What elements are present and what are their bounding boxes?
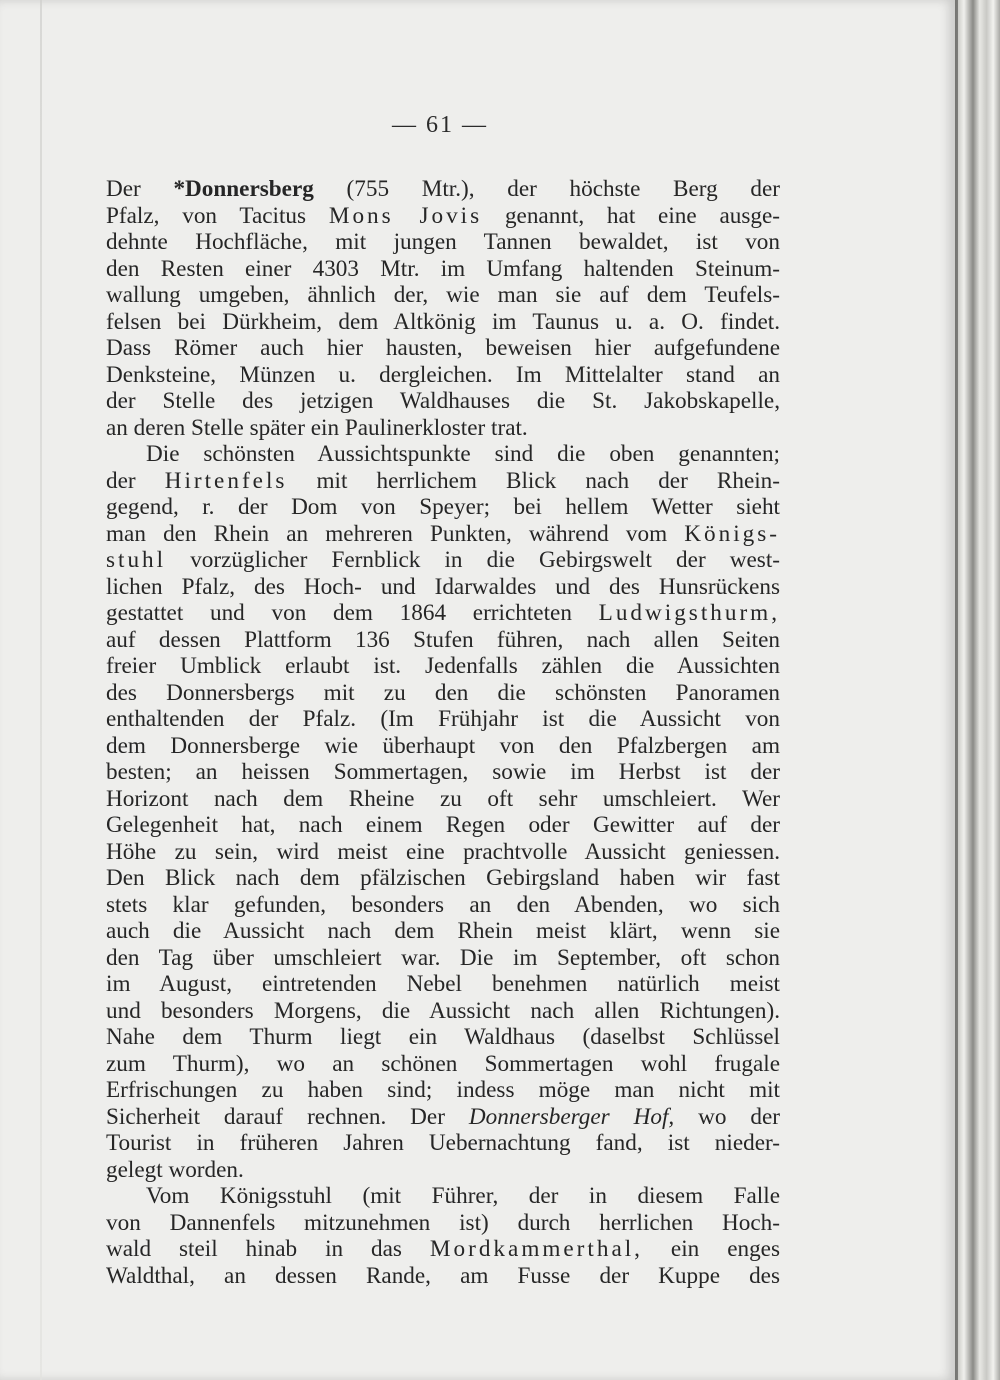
text-segment: Hirtenfels (164, 467, 288, 494)
text-line (106, 1183, 780, 1210)
text-segment: Erfrischungen zu haben sind; indess möge man nicht mit (106, 1077, 780, 1103)
text-segment: genannt, hat eine ausge- (482, 202, 780, 229)
text-line (106, 309, 780, 336)
text-line (106, 229, 780, 256)
text-line (106, 547, 780, 574)
body-text (106, 176, 780, 1289)
text-segment: Denksteine, Münzen u. dergleichen. Im Mittelalter stand an (106, 361, 780, 388)
text-segment: auf dessen Plattform 136 Stufen führen, nach allen Seiten (106, 626, 780, 653)
text-line (106, 1157, 780, 1184)
page-number: — 61 — (392, 112, 488, 138)
text-segment: mit herrlichem Blick nach der Rhein- (287, 467, 781, 494)
text-line (106, 494, 780, 521)
text-line (106, 1130, 780, 1157)
text-segment: Dass Römer auch hier hausten, beweisen hier aufgefundene (106, 335, 780, 361)
text-segment: Den Blick nach dem pfälzischen Gebirgsland haben wir fast (106, 865, 780, 891)
text-segment: enthaltenden der Pfalz. (Im Frühjahr ist die Aussicht von (106, 706, 780, 732)
text-segment: der Stelle des jetzigen Waldhauses die St. Jakobskapelle, (106, 388, 780, 414)
text-line (106, 441, 780, 468)
text-segment: wo der (674, 1103, 781, 1130)
text-line (106, 468, 780, 495)
page-edge-shadow (955, 0, 958, 1380)
text-segment: *Donnersberg (173, 176, 314, 202)
text-segment: gestattet und von dem 1864 errichteten (106, 600, 599, 626)
text-segment: Waldthal, an dessen Rande, am Fusse der Kuppe des (106, 1262, 780, 1289)
text-line (106, 627, 780, 654)
text-line (106, 415, 780, 442)
text-segment: gelegt worden. (106, 1156, 244, 1183)
text-line (106, 256, 780, 283)
text-segment: dem Donnersberge wie überhaupt von den Pfalzbergen am (106, 732, 780, 759)
page-gutter (40, 0, 42, 1380)
text-segment: auch die Aussicht nach dem Rhein meist klärt, wenn sie (106, 918, 780, 944)
text-segment: Horizont nach dem Rheine zu oft sehr umschleiert. Wer (106, 785, 780, 812)
text-line (106, 812, 780, 839)
text-segment: Der (106, 176, 174, 202)
text-segment: gegend, r. der Dom von Speyer; bei hellem Wetter sieht (106, 494, 780, 520)
text-segment: des Donnersbergs mit zu den die schönsten Panoramen (106, 679, 780, 706)
text-segment: man den Rhein an mehreren Punkten, während vom (106, 520, 685, 547)
text-segment: stuhl (106, 547, 167, 573)
text-line (106, 1210, 780, 1237)
text-line (106, 1236, 780, 1263)
text-segment: dehnte Hochfläche, mit jungen Tannen bewaldet, ist von (106, 229, 780, 255)
text-segment: Königs- (684, 520, 780, 547)
text-segment: Die schönsten Aussichtspunkte sind die oben genannten; (146, 441, 780, 467)
text-line (106, 706, 780, 733)
text-line (106, 680, 780, 707)
text-line (106, 282, 780, 309)
text-segment: Mons Jovis (328, 202, 483, 229)
text-segment: Pfalz, von Tacitus (106, 202, 329, 229)
text-segment: (755 Mtr.), der höchste Berg der (313, 176, 780, 202)
text-segment: Sicherheit darauf rechnen. Der (106, 1103, 469, 1130)
text-line (106, 335, 780, 362)
text-segment: besten; an heissen Sommertagen, sowie im Herbst ist der (106, 759, 780, 785)
text-segment: wallung umgeben, ähnlich der, wie man sie auf dem Teufels- (106, 282, 780, 308)
text-line (106, 388, 780, 415)
text-segment: vorzüglicher Fernblick in die Gebirgswelt der west- (166, 547, 780, 573)
text-line (106, 1024, 780, 1051)
text-line (106, 176, 780, 203)
text-line (106, 1077, 780, 1104)
text-line (106, 892, 780, 919)
text-segment: den Tag über umschleiert war. Die im September, oft schon (106, 944, 780, 971)
text-line (106, 971, 780, 998)
text-line (106, 203, 780, 230)
text-segment: freier Umblick erlaubt ist. Jedenfalls zählen die Aussichten (106, 653, 780, 679)
text-line (106, 918, 780, 945)
text-line (106, 1051, 780, 1078)
text-line (106, 362, 780, 389)
book-spine-edge (955, 0, 1000, 1380)
text-line (106, 600, 780, 627)
text-segment: Tourist in früheren Jahren Uebernachtung fand, ist nieder- (106, 1130, 780, 1156)
text-segment: Nahe dem Thurm liegt ein Waldhaus (daselbst Schlüssel (106, 1024, 780, 1050)
text-line (106, 521, 780, 548)
text-segment: an deren Stelle später ein Paulinerkloster trat. (106, 414, 528, 441)
text-segment: der (106, 467, 165, 494)
text-line (106, 653, 780, 680)
text-segment: Vom Königsstuhl (mit Führer, der in diesem Falle (146, 1183, 780, 1209)
text-line (106, 1263, 780, 1290)
text-line (106, 945, 780, 972)
text-line (106, 733, 780, 760)
text-line (106, 998, 780, 1025)
text-line (106, 759, 780, 786)
text-line (106, 865, 780, 892)
text-segment: im August, eintretenden Nebel benehmen natürlich meist (106, 971, 780, 997)
text-segment: stets klar gefunden, besonders an den Abenden, wo sich (106, 891, 780, 918)
text-line (106, 839, 780, 866)
text-segment: von Dannenfels mitzunehmen ist) durch herrlichen Hoch- (106, 1209, 780, 1236)
text-segment: Höhe zu sein, wird meist eine prachtvolle Aussicht geniessen. (106, 838, 780, 865)
text-segment: ein enges (642, 1236, 780, 1262)
text-segment: Donnersberger Hof, (468, 1103, 675, 1130)
text-line (106, 786, 780, 813)
text-segment: Mordkammerthal, (429, 1236, 643, 1262)
text-segment: lichen Pfalz, des Hoch- und Idarwaldes und des Hunsrückens (106, 573, 780, 600)
text-segment: felsen bei Dürkheim, dem Altkönig im Taunus u. a. O. findet. (106, 308, 780, 335)
text-segment: Ludwigsthurm, (598, 600, 780, 626)
text-line (106, 574, 780, 601)
text-segment: wald steil hinab in das (106, 1236, 430, 1262)
text-segment: und besonders Morgens, die Aussicht nach allen Richtungen). (106, 997, 780, 1024)
text-segment: zum Thurm), wo an schönen Sommertagen wohl frugale (106, 1050, 780, 1077)
text-segment: Gelegenheit hat, nach einem Regen oder Gewitter auf der (106, 812, 780, 838)
text-segment: den Resten einer 4303 Mtr. im Umfang haltenden Steinum- (106, 255, 780, 282)
text-line (106, 1104, 780, 1131)
